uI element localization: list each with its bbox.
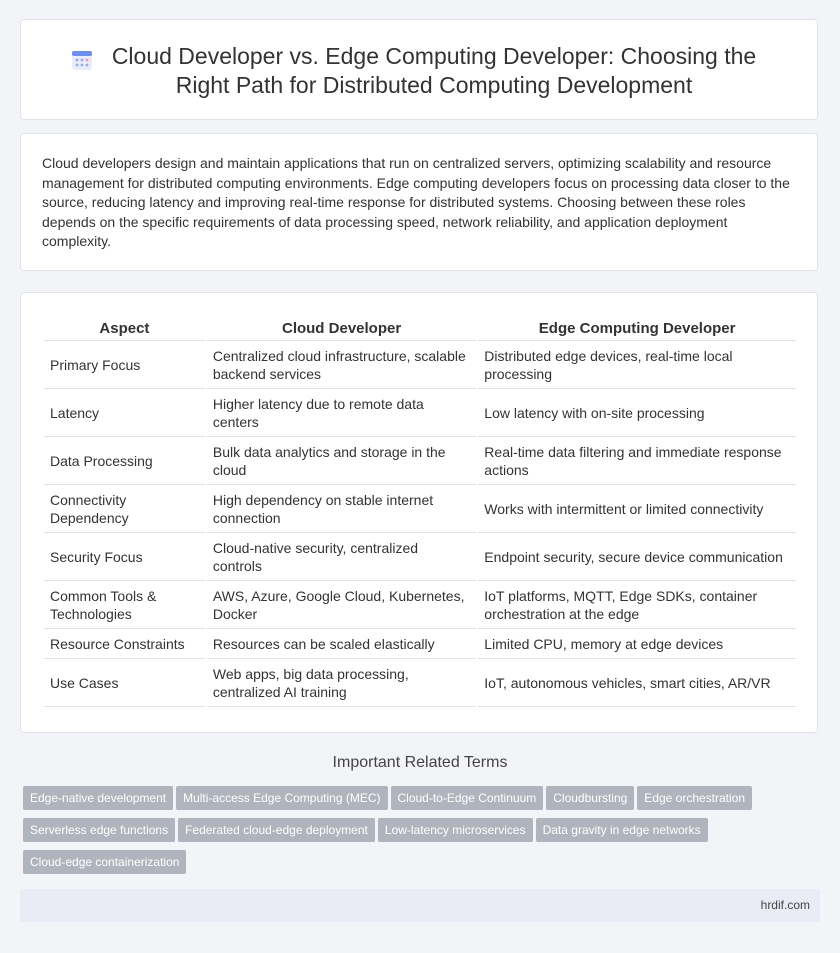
related-term-tag[interactable]: Low-latency microservices xyxy=(378,818,533,842)
comparison-card xyxy=(20,292,818,733)
table-row xyxy=(44,659,796,707)
aspect-cell: Connectivity Dependency xyxy=(44,485,205,533)
edge-cell: IoT, autonomous vehicles, smart cities, AR/VR xyxy=(478,659,796,707)
edge-cell: Low latency with on-site processing xyxy=(478,389,796,437)
edge-cell: Distributed edge devices, real-time local processing xyxy=(478,341,796,389)
related-term-tag[interactable]: Edge-native development xyxy=(23,786,173,810)
table-row xyxy=(44,389,796,437)
cloud-cell: Cloud-native security, centralized controls xyxy=(207,533,476,581)
related-term-tag[interactable]: Cloud-edge containerization xyxy=(23,850,186,874)
related-term-tag[interactable]: Multi-access Edge Computing (MEC) xyxy=(176,786,387,810)
aspect-cell: Primary Focus xyxy=(44,341,205,389)
related-term-tag[interactable]: Edge orchestration xyxy=(637,786,752,810)
table-row xyxy=(44,629,796,659)
aspect-cell: Data Processing xyxy=(44,437,205,485)
calendar-grid-icon xyxy=(70,48,94,72)
related-terms-list xyxy=(23,786,813,882)
related-term-tag[interactable]: Data gravity in edge networks xyxy=(536,818,708,842)
edge-cell: Endpoint security, secure device communication xyxy=(478,533,796,581)
cloud-cell: High dependency on stable internet connection xyxy=(207,485,476,533)
header-edge-developer: Edge Computing Developer xyxy=(478,315,796,341)
related-term-tag[interactable]: Cloudbursting xyxy=(546,786,634,810)
aspect-cell: Common Tools & Technologies xyxy=(44,581,205,629)
cloud-cell: Centralized cloud infrastructure, scalable backend services xyxy=(207,341,476,389)
table-row xyxy=(44,341,796,389)
footer-site-link[interactable]: hrdif.com xyxy=(760,898,810,912)
header-cloud-developer: Cloud Developer xyxy=(207,315,476,341)
intro-text: Cloud developers design and maintain applications that run on centralized servers, optimizing scalability and resource management for distributed computing environments. Edge computing developers focus on processing data closer to the source, reducing latency and improving real-time response for distributed systems. Choosing between these roles depends on the specific requirements of data processing speed, network reliability, and application deployment complexity. xyxy=(42,155,790,249)
edge-cell: Real-time data filtering and immediate response actions xyxy=(478,437,796,485)
edge-cell: IoT platforms, MQTT, Edge SDKs, container orchestration at the edge xyxy=(478,581,796,629)
related-terms-title: Important Related Terms xyxy=(332,754,508,771)
related-term-tag[interactable]: Cloud-to-Edge Continuum xyxy=(391,786,544,810)
cloud-cell: AWS, Azure, Google Cloud, Kubernetes, Docker xyxy=(207,581,476,629)
table-row xyxy=(44,437,796,485)
cloud-cell: Bulk data analytics and storage in the cloud xyxy=(207,437,476,485)
header-card xyxy=(20,19,818,120)
aspect-cell: Security Focus xyxy=(44,533,205,581)
table-row xyxy=(44,581,796,629)
footer xyxy=(20,889,820,922)
title-wrap xyxy=(21,42,817,100)
edge-cell: Limited CPU, memory at edge devices xyxy=(478,629,796,659)
cloud-cell: Web apps, big data processing, centralized AI training xyxy=(207,659,476,707)
table-header-row xyxy=(44,315,796,341)
cloud-cell: Higher latency due to remote data centers xyxy=(207,389,476,437)
related-term-tag[interactable]: Federated cloud-edge deployment xyxy=(178,818,375,842)
cloud-cell: Resources can be scaled elastically xyxy=(207,629,476,659)
aspect-cell: Resource Constraints xyxy=(44,629,205,659)
aspect-cell: Use Cases xyxy=(44,659,205,707)
related-term-tag[interactable]: Serverless edge functions xyxy=(23,818,175,842)
intro-card xyxy=(20,133,818,271)
page-title: Cloud Developer vs. Edge Computing Developer: Choosing the Right Path for Distributed Computing Development xyxy=(111,43,757,98)
table-row xyxy=(44,485,796,533)
edge-cell: Works with intermittent or limited connectivity xyxy=(478,485,796,533)
comparison-table xyxy=(42,315,798,707)
aspect-cell: Latency xyxy=(44,389,205,437)
table-row xyxy=(44,533,796,581)
header-aspect: Aspect xyxy=(44,315,205,341)
